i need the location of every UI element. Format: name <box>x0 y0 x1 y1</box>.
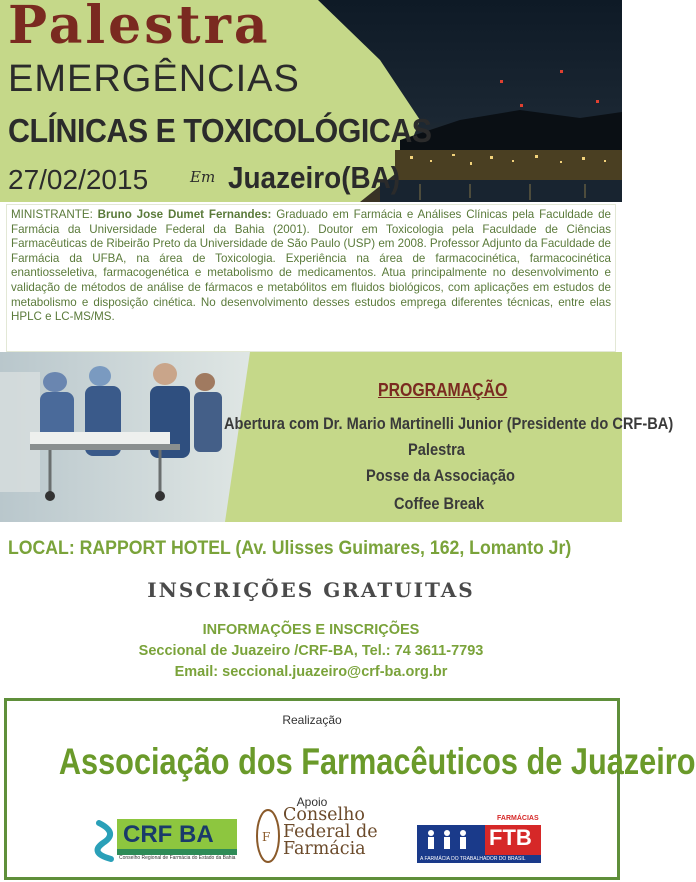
free-registration-heading: INSCRIÇÕES GRATUITAS <box>147 578 475 602</box>
apoio-label: Apoio <box>296 795 328 809</box>
program-item-inauguration: Posse da Associação <box>366 466 515 485</box>
bio-paragraph <box>7 205 615 328</box>
event-date: 27/02/2015 <box>8 164 149 195</box>
program-item-opening: Abertura com Dr. Mario Martinelli Junior (Presidente do CRF-BA) <box>224 414 674 433</box>
crf-ba-logo <box>89 813 241 865</box>
ftb-subtitle: A FARMÁCIA DO TRABALHADOR DO BRASIL <box>420 856 526 862</box>
cff-logo <box>251 805 401 869</box>
speaker-bio <box>6 204 616 352</box>
event-city: Juazeiro(BA) <box>228 160 401 195</box>
ftb-logo <box>417 811 541 865</box>
bio-text: Graduado em Farmácia e Análises Clínicas pela Faculdade de Farmácia da Universidade Federal da Bahia (2001). Doutor em Toxicologia pela Faculdade de Ciências Farmacêuticas de Ribeirão Preto da Universidade de São Paulo (USP) em 2008. Professor Adjunto da Faculdade de Farmácia da UFBA, na área de Toxicologia. Experiência na área de farmacocinética, farmacocinética enantiosseletiva, farmacogenética e metabolismo de medicamentos. Atua principalmente no desenvolvimento e validação de métodos de análise de fármacos e metabólitos em fluidos biológicos, com aplicações em estudos de metabolismo e disposição cinética. No desenvolvimento desses estudos emprega diferentes técnicas, entre elas HPLC e LC-MS/MS. <box>11 208 611 324</box>
cff-line-3: Farmácia <box>283 839 366 859</box>
seccional-contact: Seccional de Juazeiro /CRF-BA, Tel.: 74 3611-7793 <box>138 643 484 659</box>
program-item-coffee-break: Coffee Break <box>394 494 485 513</box>
realizacao-label: Realização <box>282 713 342 727</box>
crf-ba-text: CRF BA <box>123 821 214 848</box>
program-item-lecture: Palestra <box>408 440 465 459</box>
svg-text:F: F <box>262 830 271 844</box>
crf-ba-subtitle: Conselho Regional de Farmácia do Estado da Bahia <box>119 855 236 861</box>
program-section <box>0 352 674 522</box>
venue-line: LOCAL: RAPPORT HOTEL (Av. Ulisses Guimares, 162, Lomanto Jr) <box>8 538 572 559</box>
event-title: Palestra <box>8 0 271 56</box>
contact-email[interactable]: Email: seccional.juazeiro@crf-ba.org.br <box>174 664 448 680</box>
ftb-text: FTB <box>489 825 532 850</box>
ftb-top-label: FARMÁCIAS <box>497 815 539 822</box>
header-banner <box>0 0 622 202</box>
association-name: Associação dos Farmacêuticos de Juazeiro <box>58 741 696 782</box>
hospital-photo <box>0 352 622 522</box>
cff-line-2: Federal de <box>283 822 378 842</box>
organizer-box <box>4 698 696 880</box>
speaker-name: Bruno Jose Dumet Fernandes: <box>97 208 272 221</box>
em-label: Em <box>190 168 216 186</box>
info-heading: INFORMAÇÕES E INSCRIÇÕES <box>202 622 420 638</box>
program-title: PROGRAMAÇÃO <box>378 380 508 400</box>
cff-emblem-icon <box>255 807 281 865</box>
topic-line-1: EMERGÊNCIAS <box>8 58 300 100</box>
bio-label: MINISTRANTE: <box>11 208 98 221</box>
topic-line-2: CLÍNICAS E TOXICOLÓGICAS <box>8 112 432 149</box>
cff-line-1: Conselho <box>283 805 365 825</box>
cff-text <box>283 807 378 858</box>
